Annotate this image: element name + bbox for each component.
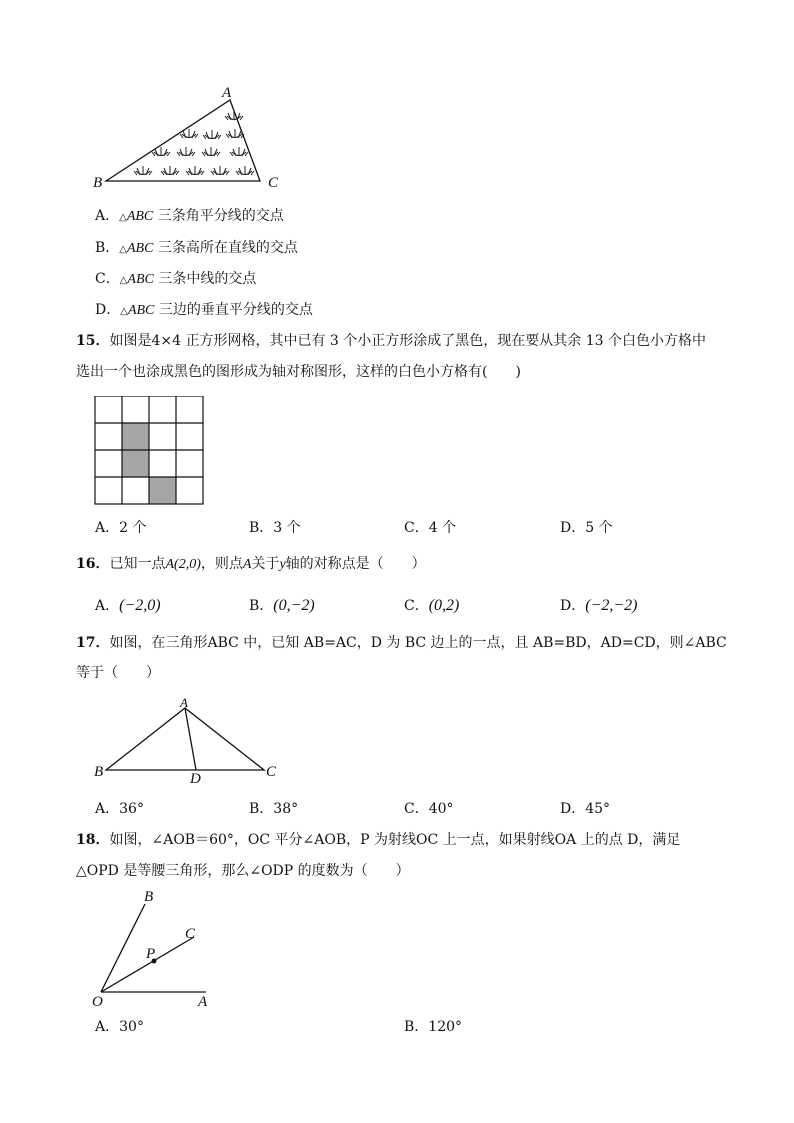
q14-triangle-figure (88, 82, 298, 194)
q17-label-c: C (266, 764, 277, 780)
q14-label-c: C (268, 175, 279, 191)
question-text: △OPD 是等腰三角形，那么∠ODP 的度数为（ ） (76, 863, 410, 879)
option-letter: A． (95, 208, 120, 224)
grass-tuft-icon (134, 111, 254, 175)
option-text: 三条高所在直线的交点 (153, 240, 298, 256)
question-number: 16． (76, 556, 110, 572)
option-text: (−2,0) (119, 597, 161, 614)
option-letter: B． (95, 240, 120, 256)
q16-option-a[interactable] (95, 596, 161, 616)
option-letter: D． (95, 302, 121, 318)
q18-label-o: O (92, 994, 103, 1010)
option-letter: B． (249, 598, 274, 614)
q18-stem-line2 (76, 861, 410, 881)
option-letter: C． (404, 520, 429, 536)
option-text: 2 个 (119, 520, 147, 536)
q17-option-c[interactable] (404, 799, 454, 819)
option-text: 120° (428, 1019, 463, 1035)
question-text: 如图，在三角形ABC 中，已知 AB=AC，D 为 BC 边上的一点，且 AB=BD，AD=CD，则∠ABC (109, 635, 727, 651)
option-letter: D． (560, 520, 586, 536)
q17-option-a[interactable] (95, 799, 144, 819)
point-letter: A (242, 557, 252, 572)
triangle-symbol: △ (119, 212, 127, 223)
option-letter: A． (95, 598, 120, 614)
q15-grid-lines (95, 396, 203, 504)
q18-label-c: C (185, 926, 196, 942)
option-letter: A． (95, 801, 120, 817)
q15-grid-figure (94, 396, 206, 506)
option-text: (−2,−2) (585, 597, 638, 614)
triangle-name: ABC (126, 209, 154, 224)
option-text: 5 个 (585, 520, 613, 536)
q18-label-p: P (146, 946, 156, 962)
q15-option-b[interactable] (249, 518, 301, 538)
q17-label-d: D (190, 771, 201, 786)
q18-option-a[interactable] (95, 1017, 144, 1037)
option-text: 38° (273, 801, 299, 817)
question-text: 等于（ ） (76, 665, 160, 681)
triangle-name: ABC (127, 303, 155, 318)
q17-option-d[interactable] (560, 799, 610, 819)
option-text: 45° (585, 801, 611, 817)
triangle-symbol: △ (119, 244, 127, 255)
option-letter: B． (404, 1019, 429, 1035)
option-text: 三条中线的交点 (153, 271, 257, 287)
q14-option-c[interactable] (95, 269, 256, 291)
q15-option-a[interactable] (95, 518, 146, 538)
triangle-symbol: △ (119, 275, 128, 286)
question-number: 18． (76, 832, 110, 848)
question-text: 如图是4×4 正方形网格，其中已有 3 个小正方形涂成了黑色，现在要从其余 13 个白色小方格中 (109, 333, 706, 349)
triangle-name: ABC (127, 272, 154, 287)
q14-label-a: A (222, 85, 232, 101)
triangle-symbol: △ (120, 306, 128, 317)
q16-stem (76, 554, 426, 575)
q15-option-c[interactable] (404, 518, 456, 538)
option-letter: C． (404, 801, 429, 817)
q18-label-b: B (144, 889, 154, 905)
question-number: 17． (76, 635, 110, 651)
q17-label-b: B (94, 764, 104, 780)
option-letter: A． (95, 1019, 120, 1035)
question-number: 15． (76, 333, 110, 349)
option-text: 3 个 (273, 520, 301, 536)
q14-option-b[interactable] (95, 238, 298, 260)
option-text: (0,2) (428, 597, 460, 614)
q17-segment-ad (185, 708, 196, 770)
option-letter: B． (249, 520, 274, 536)
q15-shaded-cell (122, 450, 149, 477)
q15-stem-line1 (76, 331, 706, 351)
q18-stem-line1 (76, 830, 680, 850)
option-letter: C． (404, 598, 429, 614)
question-text: 关于 (251, 556, 280, 572)
option-letter: D． (560, 801, 586, 817)
q18-label-a: A (198, 994, 208, 1010)
option-letter: C． (95, 271, 120, 287)
question-text: 如图，∠AOB＝60°，OC 平分∠AOB，P 为射线OC 上一点，如果射线OA 上的点 D，满足 (109, 832, 681, 848)
option-text: 4 个 (428, 520, 457, 536)
q16-option-d[interactable] (560, 596, 637, 616)
q15-option-d[interactable] (560, 518, 613, 538)
question-text: 已知一点 (109, 556, 166, 572)
triangle-name: ABC (127, 241, 154, 256)
option-letter: D． (560, 598, 586, 614)
q14-option-d[interactable] (95, 300, 313, 322)
axis-letter: y (279, 557, 286, 572)
q16-option-c[interactable] (404, 596, 459, 616)
option-text: 三条角平分线的交点 (153, 208, 284, 224)
q17-stem-line1 (76, 633, 727, 653)
q15-stem-line2 (76, 362, 521, 382)
q17-label-a: A (180, 695, 188, 710)
q18-angle-figure (88, 884, 218, 1010)
q14-label-b: B (93, 175, 103, 191)
q15-shaded-cell (122, 423, 149, 450)
q15-shaded-cell (149, 477, 176, 504)
option-text: 36° (119, 801, 144, 817)
q14-option-a[interactable] (95, 206, 284, 228)
q17-option-b[interactable] (249, 799, 298, 819)
q18-option-b[interactable] (404, 1017, 462, 1037)
option-text: 三边的垂直平分线的交点 (154, 302, 313, 318)
q17-triangle-figure (90, 694, 290, 786)
point-expression: A(2,0) (165, 557, 201, 572)
q17-triangle-abc (106, 708, 264, 770)
option-text: 40° (428, 801, 454, 817)
option-text: 30° (119, 1019, 144, 1035)
question-text: ，则点 (200, 556, 243, 572)
q14-triangle (106, 100, 260, 181)
option-text: (0,−2) (273, 597, 315, 614)
question-text: 选出一个也涂成黑色的图形成为轴对称图形，这样的白色小方格有( ) (76, 364, 521, 380)
option-letter: B． (249, 801, 274, 817)
q17-stem-line2 (76, 663, 160, 683)
q16-option-b[interactable] (249, 596, 315, 616)
question-text: 轴的对称点是（ ） (285, 556, 426, 572)
option-letter: A． (95, 520, 120, 536)
